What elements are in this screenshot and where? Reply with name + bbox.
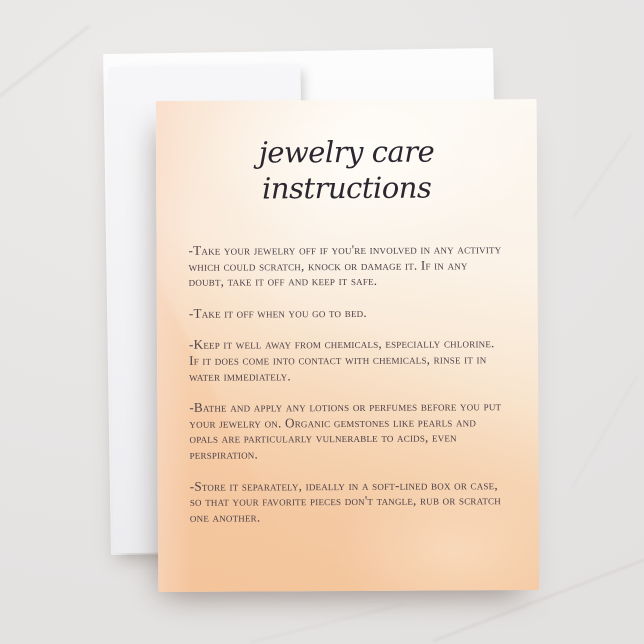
marble-vein	[0, 25, 90, 100]
marble-vein	[250, 603, 406, 643]
care-paragraph-storage: -Store it separately, ideally in a soft-lined box or case, so that your favorite pieces don't tangle, rub or scratch one another.	[189, 476, 501, 525]
care-paragraph-lotions: -Bathe and apply any lotions or perfumes before you put your jewelry on. Organic gemstones like pearls and opals are particularly vulnerable to acids, even perspiration.	[189, 398, 502, 462]
marble-vein	[572, 374, 638, 487]
care-paragraph-activity: -Take your jewelry off if you're involved in any activity which could scratch, knock or damage it. If in any doubt, take it off and keep it safe.	[188, 241, 502, 290]
jewelry-care-card	[156, 99, 540, 592]
care-paragraph-chemicals: -Keep it well away from chemicals, especially chlorine. If it does come into contact with chemicals, rinse it in water immediately.	[188, 335, 495, 384]
marble-vein	[573, 134, 632, 217]
care-paragraph-bed: -Take it off when you go to bed.	[188, 304, 367, 321]
card-title: jewelry care instructions	[258, 134, 435, 206]
